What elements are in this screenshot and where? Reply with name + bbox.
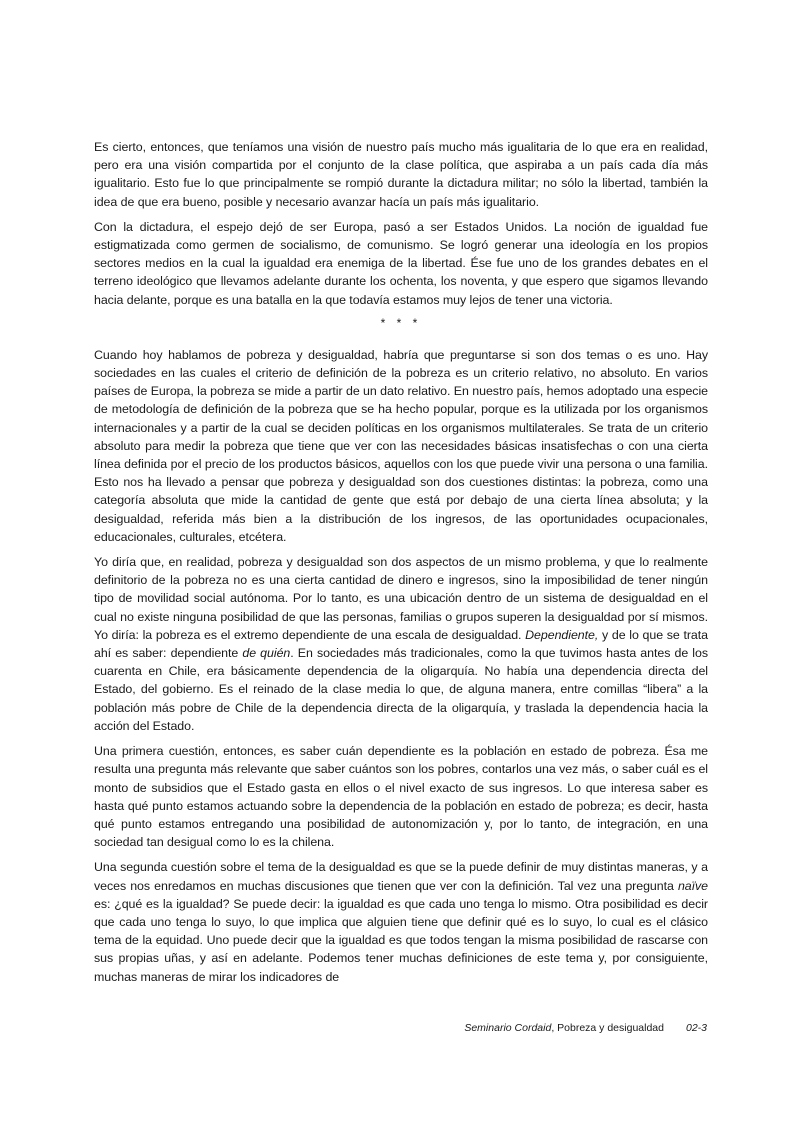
paragraph-4: Yo diría que, en realidad, pobreza y desigualdad son dos aspectos de un mismo problema, y que lo realmente definitorio de la pobreza no es una cierta cantidad de dinero e ingresos, sino la imposibilidad de tener ningún tipo de movilidad social autónoma. Por lo tanto, es una ubicación dentro de un sistema de desigualdad en el cual no existe ninguna posibilidad de que las personas, familias o grupos superen la desigualdad por sí mismos. Yo diría: la pobreza es el extremo dependiente de una escala de desigualdad. Dependiente, y de lo que se trata ahí es saber: dependiente de quién. En sociedades más tradicionales, como la que tuvimos hasta antes de los cuarenta en Chile, era básicamente dependencia de la oligarquía. No había una dependencia directa del Estado, del gobierno. Es el reinado de la clase media lo que, de alguna manera, entre comillas “libera” a la población más pobre de Chile de la dependencia directa de la oligarquía, y traslada la dependencia hacia la acción del Estado. — [94, 555, 709, 733]
section-separator: * * * — [380, 315, 422, 330]
italic-term: Dependiente, — [525, 627, 599, 642]
italic-term: de quién — [242, 646, 291, 661]
page-number: 02-3 — [685, 1022, 707, 1034]
paragraph-6: Una segunda cuestión sobre el tema de la desigualdad es que se la puede definir de muy distintas maneras, y a veces nos enredamos en muchas discusiones que tienen que ver con la definición. Tal vez una pregunta naïve es: ¿qué es la igualdad? Se puede decir: la igualdad es que cada uno tenga lo mismo. Otra posibilidad es decir que cada uno tenga lo suyo, lo que implica que alguien tiene que definir qué es lo suyo, lo cual es el clásico tema de la equidad. Uno puede decir que la igualdad es que todos tengan la misma posibilidad de rascarse con sus propias uñas, y así en adelante. Podemos tener muchas definiciones de este tema y, por consiguiente, muchas maneras de mirar los indicadores de — [94, 860, 708, 984]
page-footer — [464, 1022, 707, 1034]
italic-term: naïve — [677, 878, 708, 893]
paragraph-5: Una primera cuestión, entonces, es saber cuán dependiente es la población en estado de pobreza. Ésa me resulta una pregunta más relevante que saber cuántos son los pobres, contarlos una vez más, o saber cuál es el monto de subsidios que el Estado gasta en ellos o el nivel exacto de sus ingresos. Lo que interesa saber es hasta qué punto estamos actuando sobre la dependencia de la población en estado de pobreza; es decir, hasta qué punto estamos entregando una posibilidad de autonomización y, por lo tanto, de integración, en una sociedad tan desigual como lo es la chilena. — [94, 744, 708, 850]
footer-source-rest: , Pobreza y desigualdad — [551, 1022, 664, 1034]
footer-source-title: Seminario Cordaid — [464, 1022, 552, 1034]
paragraph-2: Con la dictadura, el espejo dejó de ser Europa, pasó a ser Estados Unidos. La noción de igualdad fue estigmatizada como germen de socialismo, de comunismo. Se logró generar una ideología en los propios sectores medios en la cual la igualdad era enemiga de la libertad. Ése fue uno de los grandes debates en el terreno ideológico que llevamos adelante durante los ochenta, los noventa, y que espero que sigamos llevando hacia delante, porque es una batalla en la que todavía estamos muy lejos de tener una victoria. — [94, 219, 708, 307]
paragraph-1: Es cierto, entonces, que teníamos una visión de nuestro país mucho más igualitaria de lo que era en realidad, pero era una visión compartida por el conjunto de la clase política, que aspiraba a un país cada día más igualitario. Esto fue lo que principalmente se rompió durante la dictadura militar; no sólo la libertad, también la idea de que era bueno, posible y necesario avanzar hacía un país más igualitario. — [94, 140, 708, 209]
paragraph-3: Cuando hoy hablamos de pobreza y desigualdad, habría que preguntarse si son dos temas o es uno. Hay sociedades en las cuales el criterio de definición de la pobreza es un criterio relativo, no absoluto. En varios países de Europa, la pobreza se mide a partir de un dato relativo. En nuestro país, hemos adoptado una especie de metodología de definición de la pobreza que se ha hecho popular, porque es la utilizada por los organismos internacionales y a partir de la cual se deciden políticas en los organismos multilaterales. Se trata de un criterio absoluto para medir la pobreza que tiene que ver con las necesidades básicas insatisfechas o con una cierta línea definida por el precio de los productos básicos, aquellos con los que puede vivir una persona o una familia. Esto nos ha llevado a pensar que pobreza y desigualdad son dos cuestiones distintas: la pobreza, como una categoría absoluta que mide la cantidad de gente que está por debajo de una cierta línea absoluta; y la desigualdad, referida más bien a la distribución de los ingresos, de las oportunidades ocupacionales, educacionales, culturales, etcétera. — [94, 347, 708, 544]
document-body — [94, 138, 708, 993]
